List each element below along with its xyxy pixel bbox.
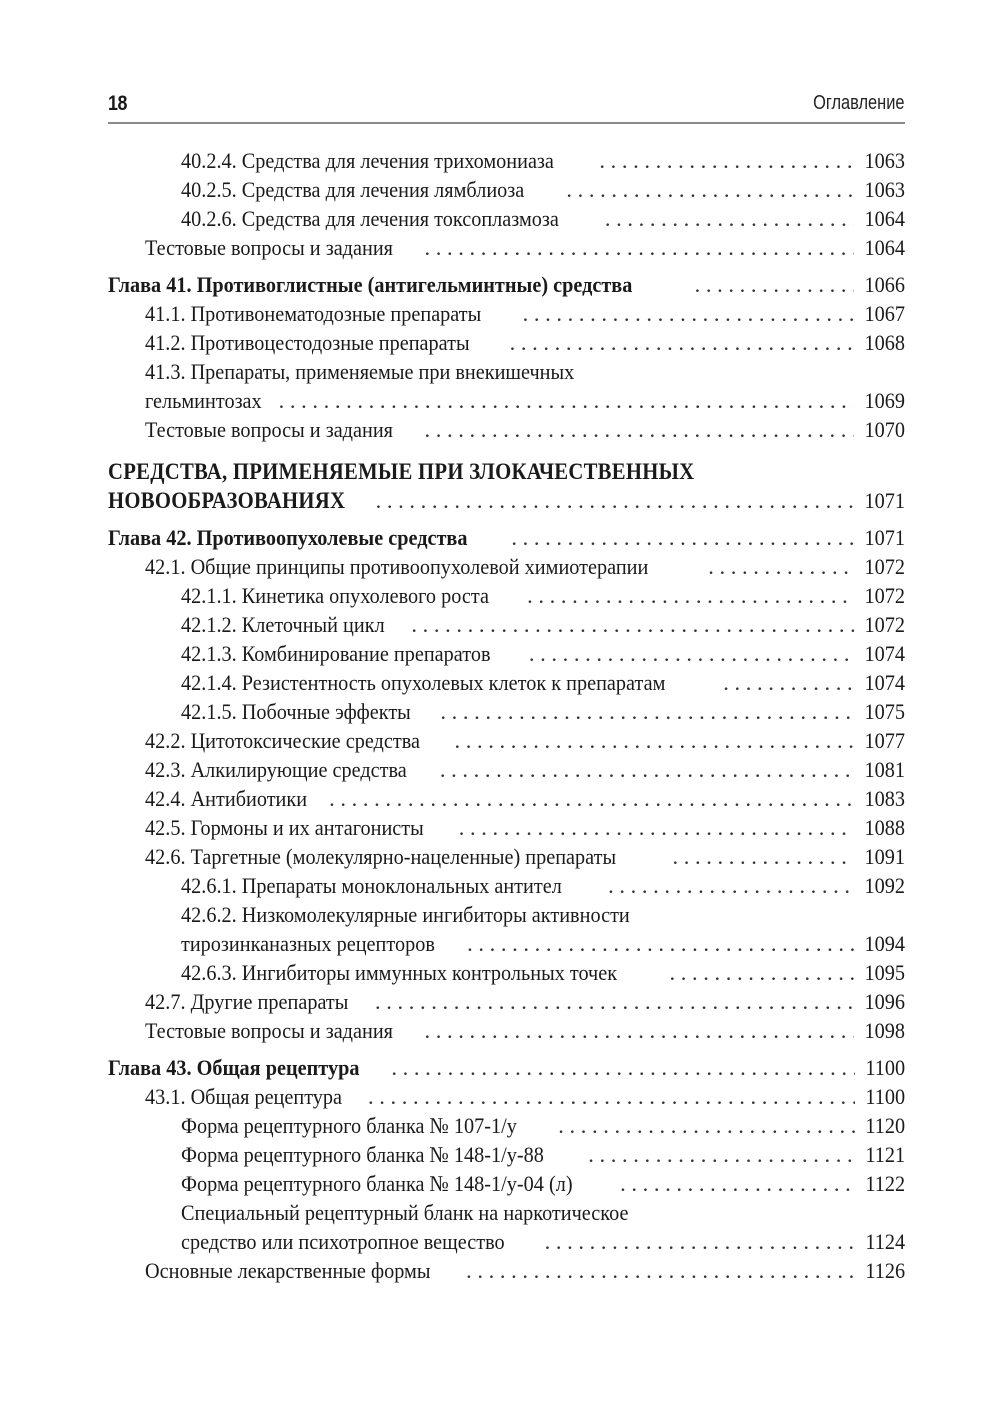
toc-entry-title: средство или психотропное вещество — [181, 1229, 505, 1254]
toc-entry[interactable] — [108, 639, 905, 668]
toc-entry-page: 1081 — [864, 757, 905, 782]
leader-dots — [411, 610, 854, 639]
toc-entry[interactable] — [108, 581, 905, 610]
toc-entry-page: 1100 — [865, 1084, 905, 1109]
toc-entry-page: 1095 — [864, 960, 905, 985]
leader-dots — [620, 1169, 855, 1198]
toc-entry[interactable] — [108, 175, 905, 204]
leader-dots — [588, 1140, 855, 1169]
leader-dots — [425, 415, 854, 444]
toc-entry-page: 1064 — [864, 235, 905, 260]
toc-entry[interactable] — [108, 1111, 905, 1140]
toc-chapter[interactable] — [108, 523, 905, 552]
toc-entry-page: 1126 — [865, 1258, 905, 1283]
leader-dots — [440, 697, 854, 726]
page-header — [108, 88, 905, 124]
toc-entry[interactable] — [108, 1169, 905, 1198]
toc-entry[interactable] — [108, 357, 905, 386]
toc-entry-page: 1072 — [864, 583, 905, 608]
toc-entry[interactable] — [108, 1140, 905, 1169]
toc-entry-title: 40.2.4. Средства для лечения трихомониаза — [181, 148, 554, 173]
toc-entry[interactable] — [108, 1082, 905, 1111]
toc-entry-page: 1064 — [864, 206, 905, 231]
toc-entry-title: 42.1.3. Комбинирование препаратов — [181, 641, 491, 666]
toc-entry-title: 42.6.2. Низкомолекулярные ингибиторы активности — [181, 902, 630, 927]
leader-dots — [425, 233, 854, 262]
toc-entry-page: 1068 — [864, 330, 905, 355]
toc-entry-page: 1075 — [864, 699, 905, 724]
toc-entry-page: 1096 — [864, 989, 905, 1014]
toc-entry[interactable] — [108, 784, 905, 813]
toc-entry[interactable] — [108, 146, 905, 175]
toc-chapter-title: Глава 42. Противоопухолевые средства — [108, 525, 468, 550]
toc-entry[interactable] — [108, 204, 905, 233]
leader-dots — [455, 726, 854, 755]
toc-entry-title: 40.2.6. Средства для лечения токсоплазмоза — [181, 206, 559, 231]
toc-entry-title: 41.2. Противоцестодозные препараты — [145, 330, 470, 355]
toc-entry-title: тирозинканазных рецепторов — [181, 931, 435, 956]
leader-dots — [329, 784, 854, 813]
toc-entry-page: 1088 — [864, 815, 905, 840]
toc-entry[interactable] — [108, 900, 905, 929]
leader-dots — [558, 1111, 855, 1140]
toc-entry-page: 1063 — [864, 148, 905, 173]
toc-entry[interactable] — [108, 233, 905, 262]
toc-entry[interactable] — [108, 1256, 905, 1285]
toc-entry-page: 1072 — [864, 612, 905, 637]
toc-entry-title: Форма рецептурного бланка № 107-1/у — [181, 1113, 517, 1138]
toc-entry-page: 1091 — [864, 844, 905, 869]
toc-entry-page: 1094 — [864, 931, 905, 956]
toc-entry-title: 42.6.1. Препараты моноклональных антител — [181, 873, 562, 898]
toc-entry-page: 1071 — [864, 488, 905, 513]
toc-entry-title: 42.2. Цитотоксические средства — [145, 728, 420, 753]
leader-dots — [670, 958, 854, 987]
running-title: Оглавление — [813, 92, 905, 114]
toc-entry[interactable] — [108, 958, 905, 987]
toc-chapter[interactable] — [108, 270, 905, 299]
leader-dots — [723, 668, 854, 697]
leader-dots — [440, 755, 854, 784]
toc-entry-page: 1092 — [864, 873, 905, 898]
toc-entry-title: 42.6. Таргетные (молекулярно-нацеленные) препараты — [145, 844, 617, 869]
toc-entry[interactable] — [108, 1016, 905, 1045]
leader-dots — [529, 639, 854, 668]
toc-part-title: СРЕДСТВА, ПРИМЕНЯЕМЫЕ ПРИ ЗЛОКАЧЕСТВЕННЫХ — [108, 459, 695, 484]
leader-dots — [527, 581, 854, 610]
toc-entry-page: 1074 — [864, 641, 905, 666]
toc-chapter-title: Глава 41. Противоглистные (антигельминтные) средства — [108, 272, 633, 297]
toc-entry-title: 40.2.5. Средства для лечения лямблиоза — [181, 177, 525, 202]
toc-entry[interactable] — [108, 1198, 905, 1227]
toc-entry-title: Специальный рецептурный бланк на наркотическое — [181, 1200, 629, 1225]
toc-entry-page: 1063 — [864, 177, 905, 202]
toc-entry[interactable] — [108, 328, 905, 357]
toc-entry[interactable] — [108, 842, 905, 871]
toc-entry[interactable] — [108, 871, 905, 900]
toc-entry-title: Тестовые вопросы и задания — [145, 235, 393, 260]
leader-dots — [425, 1016, 854, 1045]
toc-entry-title: 42.4. Антибиотики — [145, 786, 308, 811]
toc-entry-title: Основные лекарственные формы — [145, 1258, 431, 1283]
leader-dots — [695, 270, 854, 299]
toc-entry[interactable] — [108, 552, 905, 581]
leader-dots — [511, 523, 854, 552]
toc-entry-page: 1071 — [864, 525, 905, 550]
toc-entry[interactable] — [108, 299, 905, 328]
toc-entry-page: 1077 — [864, 728, 905, 753]
toc-entry-title: 43.1. Общая рецептура — [145, 1084, 343, 1109]
leader-dots — [605, 204, 854, 233]
toc-entry-page: 1083 — [864, 786, 905, 811]
toc-entry-title: 42.6.3. Ингибиторы иммунных контрольных точек — [181, 960, 618, 985]
toc-entry-page: 1098 — [864, 1018, 905, 1043]
toc-entry-page: 1069 — [864, 388, 905, 413]
toc-entry[interactable] — [108, 813, 905, 842]
leader-dots — [391, 1053, 854, 1082]
toc-entry-title: Тестовые вопросы и задания — [145, 1018, 393, 1043]
toc-entry-title: Тестовые вопросы и задания — [145, 417, 393, 442]
table-of-contents — [108, 146, 905, 1285]
toc-entry[interactable] — [108, 987, 905, 1016]
toc-entry-continuation[interactable] — [108, 1227, 905, 1256]
toc-entry-title: 41.1. Противонематодозные препараты — [145, 301, 482, 326]
leader-dots — [376, 486, 854, 515]
leader-dots — [279, 386, 854, 415]
toc-entry-title: гельминтозах — [145, 388, 262, 413]
toc-part-title: НОВООБРАЗОВАНИЯХ — [108, 488, 346, 513]
leader-dots — [466, 1256, 855, 1285]
leader-dots — [545, 1227, 855, 1256]
toc-chapter-title: Глава 43. Общая рецептура — [108, 1055, 360, 1080]
leader-dots — [672, 842, 854, 871]
toc-entry-page: 1122 — [865, 1171, 905, 1196]
toc-entry[interactable] — [108, 755, 905, 784]
leader-dots — [510, 328, 854, 357]
toc-entry-page: 1121 — [865, 1142, 905, 1167]
leader-dots — [375, 987, 854, 1016]
toc-entry-title: 42.3. Алкилирующие средства — [145, 757, 407, 782]
leader-dots — [708, 552, 854, 581]
toc-entry-title: 41.3. Препараты, применяемые при внекишечных — [145, 359, 575, 384]
toc-entry-continuation[interactable] — [108, 386, 905, 415]
toc-entry-title: 42.1.4. Резистентность опухолевых клеток к препаратам — [181, 670, 666, 695]
toc-entry-page: 1066 — [864, 272, 905, 297]
toc-entry-title: 42.1.2. Клеточный цикл — [181, 612, 385, 637]
toc-entry[interactable] — [108, 726, 905, 755]
leader-dots — [523, 299, 854, 328]
toc-entry-title: Форма рецептурного бланка № 148-1/у-88 — [181, 1142, 544, 1167]
toc-part[interactable] — [108, 457, 905, 486]
toc-entry-title: 42.5. Гормоны и их антагонисты — [145, 815, 424, 840]
toc-chapter[interactable] — [108, 1053, 905, 1082]
toc-entry-page: 1070 — [864, 417, 905, 442]
toc-entry-page: 1074 — [864, 670, 905, 695]
toc-entry-title: Форма рецептурного бланка № 148-1/у-04 (л) — [181, 1171, 573, 1196]
leader-dots — [608, 871, 854, 900]
toc-entry-title: 42.1.1. Кинетика опухолевого роста — [181, 583, 489, 608]
toc-entry-title: 42.1.5. Побочные эффекты — [181, 699, 411, 724]
toc-entry-page: 1124 — [865, 1229, 905, 1254]
toc-entry-title: 42.7. Другие препараты — [145, 989, 349, 1014]
leader-dots — [459, 813, 854, 842]
toc-part-continuation[interactable] — [108, 486, 905, 515]
toc-entry-page: 1067 — [864, 301, 905, 326]
page-number: 18 — [108, 92, 128, 115]
toc-entry-title: 42.1. Общие принципы противоопухолевой химиотерапии — [145, 554, 649, 579]
leader-dots — [467, 929, 854, 958]
toc-entry-page: 1072 — [864, 554, 905, 579]
toc-entry-page: 1120 — [865, 1113, 905, 1138]
leader-dots — [368, 1082, 855, 1111]
leader-dots — [566, 175, 854, 204]
toc-entry[interactable] — [108, 668, 905, 697]
toc-entry-page: 1100 — [865, 1055, 905, 1080]
toc-entry[interactable] — [108, 610, 905, 639]
toc-entry[interactable] — [108, 415, 905, 444]
leader-dots — [599, 146, 854, 175]
toc-entry-continuation[interactable] — [108, 929, 905, 958]
toc-entry[interactable] — [108, 697, 905, 726]
